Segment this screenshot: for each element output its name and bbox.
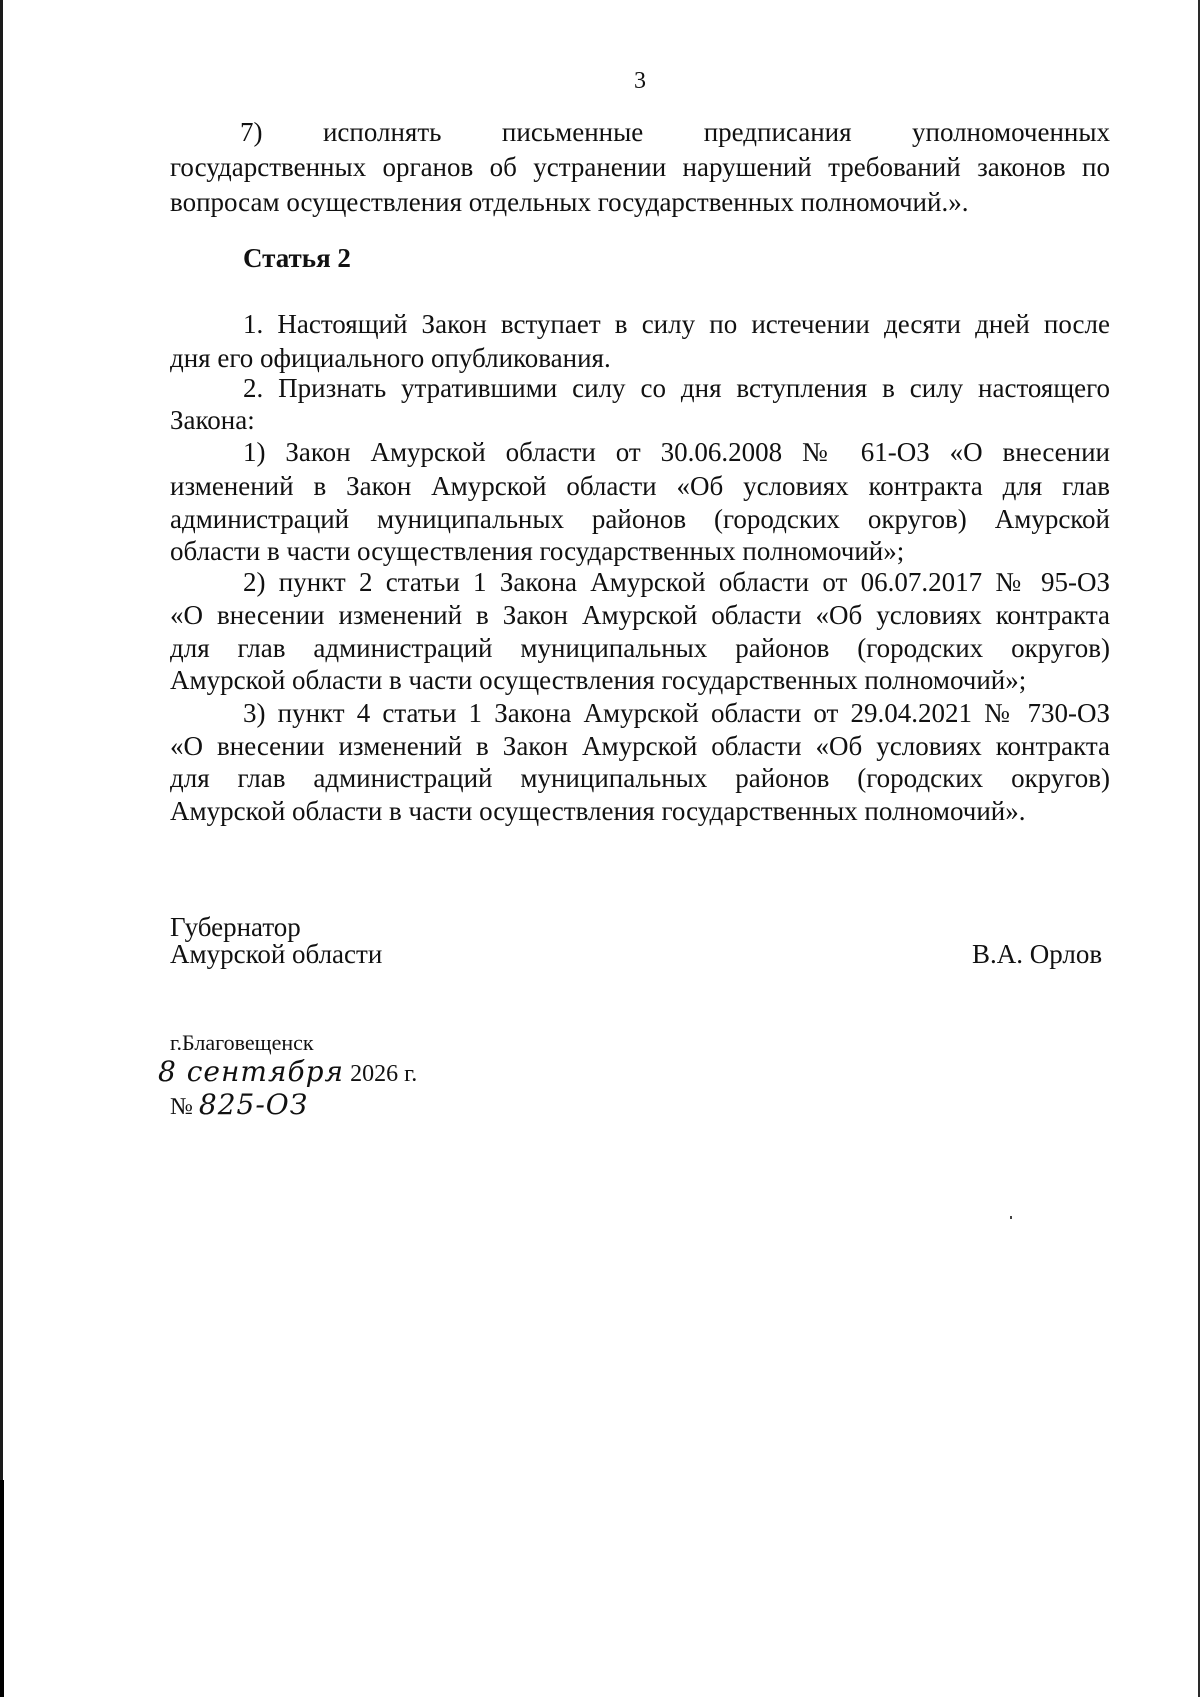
body-line: дня его официального опубликования. (170, 343, 611, 373)
body-line: вопросам осуществления отдельных государственных полномочий.». (170, 187, 969, 217)
body-line: изменений в Закон Амурской области «Об условиях контракта для глав (170, 471, 1110, 501)
body-line: «О внесении изменений в Закон Амурской области «Об условиях контракта (170, 600, 1110, 630)
number-sign: № (170, 1094, 193, 1120)
scan-edge-left (0, 0, 3, 1697)
body-line: 1. Настоящий Закон вступает в силу по истечении десяти дней после (243, 309, 1110, 339)
body-line: Амурской области в части осуществления государственных полномочий». (170, 796, 1026, 826)
scan-speck (1010, 1216, 1012, 1219)
handwritten-number: 825-ОЗ (198, 1088, 309, 1121)
signing-year: 2026 г. (350, 1061, 418, 1087)
body-line: Закона: (170, 405, 255, 435)
body-line: 7) исполнять письменные предписания уполномоченных (240, 117, 1110, 147)
law-number (170, 1088, 308, 1121)
city-of-signing: г.Благовещенск (170, 1030, 314, 1055)
signatory-name: В.А. Орлов (972, 939, 1103, 969)
signing-date (158, 1055, 417, 1088)
body-line: 2) пункт 2 статьи 1 Закона Амурской области от 06.07.2017 № 95-ОЗ (243, 567, 1110, 597)
body-line: области в части осуществления государственных полномочий»; (170, 536, 905, 566)
body-line: Амурской области в части осуществления государственных полномочий»; (170, 665, 1027, 695)
body-line: государственных органов об устранении нарушений требований законов по (170, 152, 1110, 182)
body-line: для глав администраций муниципальных районов (городских округов) (170, 633, 1110, 663)
page-number: 3 (634, 68, 646, 94)
handwritten-date: 8 сентября (158, 1055, 345, 1088)
body-line: для глав администраций муниципальных районов (городских округов) (170, 763, 1110, 793)
signatory-title-line1: Губернатор (170, 912, 301, 942)
signatory-title-line2: Амурской области (170, 939, 383, 969)
body-line: 1) Закон Амурской области от 30.06.2008 № 61-ОЗ «О внесении (243, 437, 1110, 467)
body-line: 2. Признать утратившими силу со дня вступления в силу настоящего (243, 373, 1110, 403)
body-line: 3) пункт 4 статьи 1 Закона Амурской области от 29.04.2021 № 730-ОЗ (243, 698, 1110, 728)
article-heading: Статья 2 (243, 243, 351, 273)
body-line: администраций муниципальных районов (городских округов) Амурской (170, 504, 1110, 534)
body-line: «О внесении изменений в Закон Амурской области «Об условиях контракта (170, 731, 1110, 761)
scan-edge-left-lower (0, 1480, 4, 1697)
